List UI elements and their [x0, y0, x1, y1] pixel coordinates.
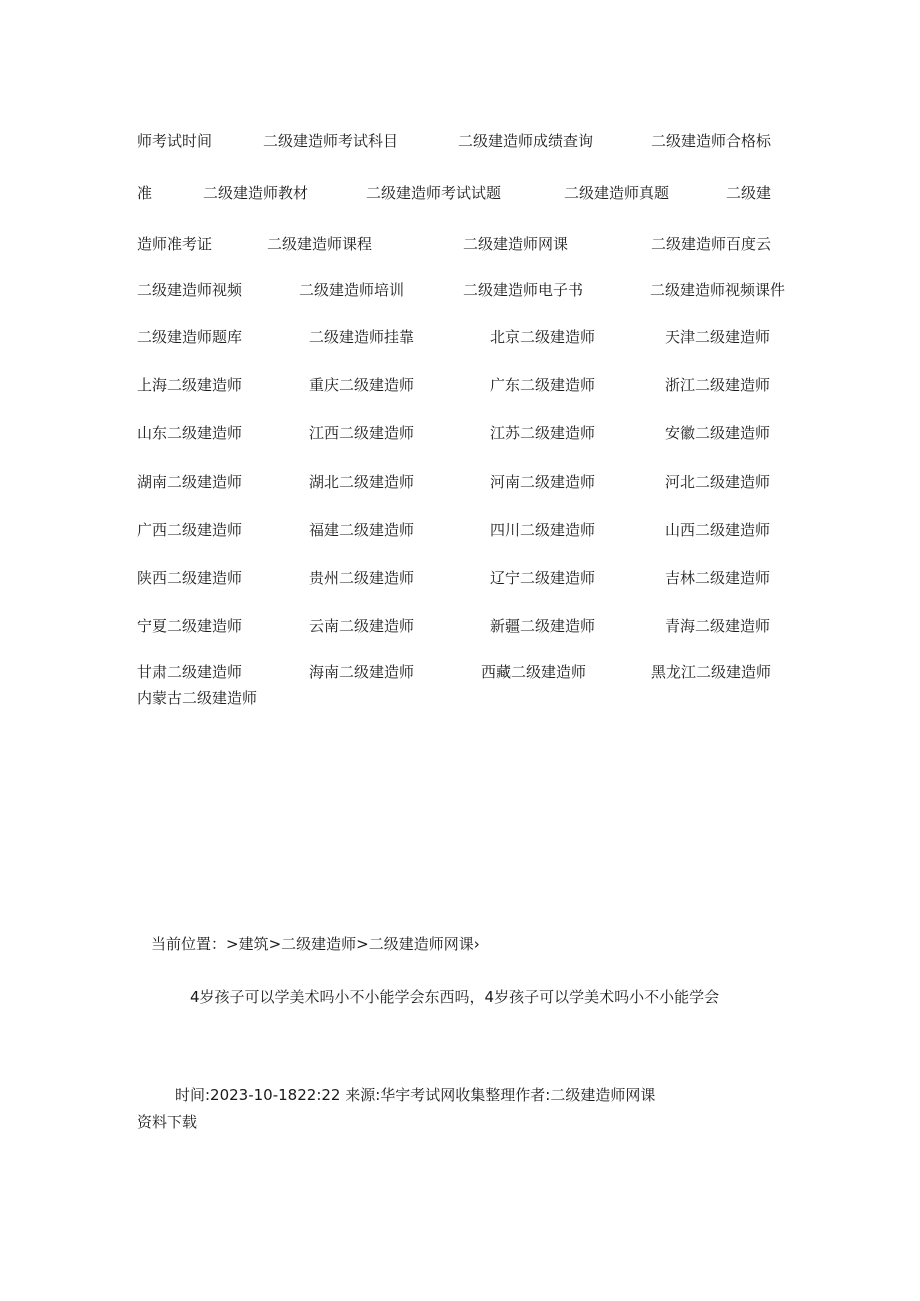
- breadcrumb-label: 当前位置：: [151, 935, 227, 953]
- link-item[interactable]: 师考试时间: [137, 132, 213, 150]
- link-item[interactable]: 准: [137, 184, 153, 202]
- link-item[interactable]: 湖南二级建造师: [137, 473, 243, 491]
- download-link[interactable]: 资料下载: [137, 1113, 198, 1131]
- link-item[interactable]: 二级建: [726, 184, 772, 202]
- breadcrumb: [151, 933, 480, 954]
- link-item[interactable]: 浙江二级建造师: [665, 376, 771, 394]
- link-item[interactable]: 河南二级建造师: [490, 473, 596, 491]
- link-item[interactable]: 宁夏二级建造师: [137, 617, 243, 635]
- link-item[interactable]: 天津二级建造师: [665, 328, 771, 346]
- link-item[interactable]: 二级建造师电子书: [463, 281, 584, 299]
- link-item[interactable]: 内蒙古二级建造师: [137, 689, 258, 707]
- link-item[interactable]: 二级建造师合格标: [651, 132, 772, 150]
- link-item[interactable]: 二级建造师教材: [203, 184, 309, 202]
- link-item[interactable]: 二级建造师视频课件: [650, 281, 786, 299]
- link-item[interactable]: 陕西二级建造师: [137, 569, 243, 587]
- link-item[interactable]: 二级建造师考试科目: [263, 132, 399, 150]
- link-item[interactable]: 二级建造师成绩查询: [458, 132, 594, 150]
- link-item[interactable]: 江西二级建造师: [309, 424, 415, 442]
- link-item[interactable]: 二级建造师网课: [463, 235, 569, 253]
- link-item[interactable]: 重庆二级建造师: [309, 376, 415, 394]
- link-item[interactable]: 广东二级建造师: [490, 376, 596, 394]
- link-item[interactable]: 云南二级建造师: [309, 617, 415, 635]
- link-item[interactable]: 四川二级建造师: [490, 521, 596, 539]
- link-item[interactable]: 二级建造师考试试题: [366, 184, 502, 202]
- link-item[interactable]: 二级建造师百度云: [651, 235, 772, 253]
- link-item[interactable]: 二级建造师挂靠: [309, 328, 415, 346]
- link-item[interactable]: 海南二级建造师: [309, 663, 415, 681]
- link-item[interactable]: 上海二级建造师: [137, 376, 243, 394]
- link-item[interactable]: 青海二级建造师: [665, 617, 771, 635]
- link-item[interactable]: 湖北二级建造师: [309, 473, 415, 491]
- link-item[interactable]: 西藏二级建造师: [481, 663, 587, 681]
- link-item[interactable]: 贵州二级建造师: [309, 569, 415, 587]
- link-item[interactable]: 北京二级建造师: [490, 328, 596, 346]
- article-meta: 时间:2023-10-1822:22 来源:华宇考试网收集整理作者:二级建造师网课: [175, 1086, 656, 1104]
- link-item[interactable]: 河北二级建造师: [665, 473, 771, 491]
- link-item[interactable]: 辽宁二级建造师: [490, 569, 596, 587]
- link-item[interactable]: 二级建造师视频: [137, 281, 243, 299]
- link-item[interactable]: 造师准考证: [137, 235, 213, 253]
- link-item[interactable]: 安徽二级建造师: [665, 424, 771, 442]
- link-item[interactable]: 黑龙江二级建造师: [651, 663, 772, 681]
- link-item[interactable]: 新疆二级建造师: [490, 617, 596, 635]
- link-item[interactable]: 山西二级建造师: [665, 521, 771, 539]
- link-item[interactable]: 江苏二级建造师: [490, 424, 596, 442]
- link-item[interactable]: 吉林二级建造师: [665, 569, 771, 587]
- link-item[interactable]: 福建二级建造师: [309, 521, 415, 539]
- breadcrumb-path[interactable]: >建筑>二级建造师>二级建造师网课›: [226, 935, 480, 953]
- link-item[interactable]: 山东二级建造师: [137, 424, 243, 442]
- article-title: 4岁孩子可以学美术吗小不小能学会东西吗，4岁孩子可以学美术吗小不小能学会: [190, 988, 720, 1006]
- link-item[interactable]: 二级建造师培训: [299, 281, 405, 299]
- link-item[interactable]: 二级建造师真题: [564, 184, 670, 202]
- link-item[interactable]: 广西二级建造师: [137, 521, 243, 539]
- link-item[interactable]: 甘肃二级建造师: [137, 663, 243, 681]
- link-item[interactable]: 二级建造师课程: [267, 235, 373, 253]
- link-item[interactable]: 二级建造师题库: [137, 328, 243, 346]
